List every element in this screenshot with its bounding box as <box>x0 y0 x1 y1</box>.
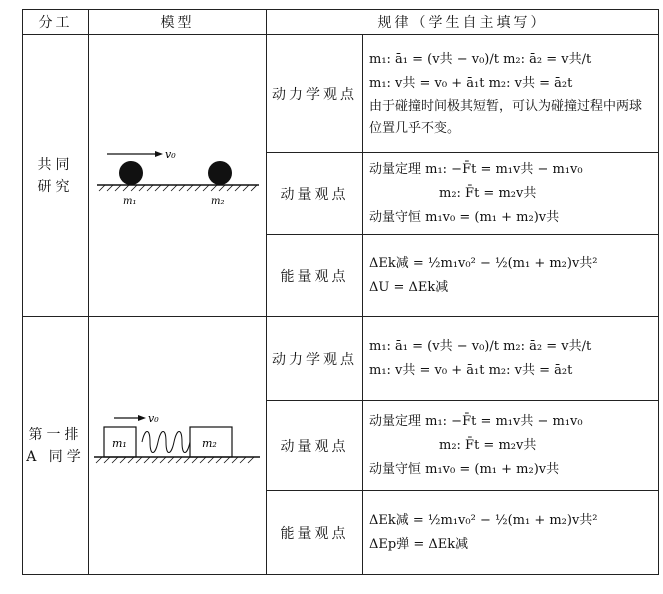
view-momentum-2: 动量观点 <box>267 401 363 491</box>
ball-m1 <box>119 161 143 185</box>
rule-energy-1: ΔEk减 = ½m₁v₀² − ½(m₁ + m₂)v共² ΔU = ΔEk减 <box>363 235 659 317</box>
view-dynamics-1: 动力学观点 <box>267 35 363 153</box>
view-energy-1: 能量观点 <box>267 235 363 317</box>
ball-m2 <box>208 161 232 185</box>
rule-dynamics-2: m₁: ā₁ = (v共 − v₀)/t m₂: ā₂ = v共/t m₁: v共 = v₀ + ā₁t m₂: v共 = ā₂t <box>363 317 659 401</box>
m1-label: m₁ <box>122 195 136 207</box>
header-division: 分工 <box>23 10 89 35</box>
m2-label: m₂ <box>210 195 224 207</box>
rule-momentum-2: 动量定理 m₁: −F̄t = m₁v共 − m₁v₀ m₂: F̄t = m₂v共 动量守恒 m₁v₀ = (m₁ + m₂)v共 <box>363 401 659 491</box>
v0-label-2: v₀ <box>147 411 159 425</box>
block-m2-label: m₂ <box>201 436 217 450</box>
balls-diagram <box>93 141 263 211</box>
group-name-2: 第一排 A 同学 <box>23 317 89 575</box>
rule-momentum-1: 动量定理 m₁: −F̄t = m₁v共 − m₁v₀ m₂: F̄t = m₂v共 动量守恒 m₁v₀ = (m₁ + m₂)v共 <box>363 153 659 235</box>
model-spring-blocks <box>89 317 267 575</box>
rule-dynamics-1: m₁: ā₁ = (v共 − v₀)/t m₂: ā₂ = v共/t m₁: v共 = v₀ + ā₁t m₂: v共 = ā₂t 由于碰撞时间极其短暂，可认为碰撞过程中两球位置几乎不变。 <box>363 35 659 153</box>
group-name-1: 共同 研究 <box>23 35 89 317</box>
rule-energy-2: ΔEk减 = ½m₁v₀² − ½(m₁ + m₂)v共² ΔEp弹 = ΔEk减 <box>363 491 659 575</box>
view-dynamics-2: 动力学观点 <box>267 317 363 401</box>
view-energy-2: 能量观点 <box>267 491 363 575</box>
block-m1-label: m₁ <box>111 436 127 450</box>
model-collision-balls <box>89 35 267 317</box>
physics-table <box>22 9 659 575</box>
spring-diagram <box>92 411 264 481</box>
header-model: 模型 <box>89 10 267 35</box>
v0-label: v₀ <box>164 147 176 161</box>
view-momentum-1: 动量观点 <box>267 153 363 235</box>
header-rules: 规律（学生自主填写） <box>267 10 659 35</box>
